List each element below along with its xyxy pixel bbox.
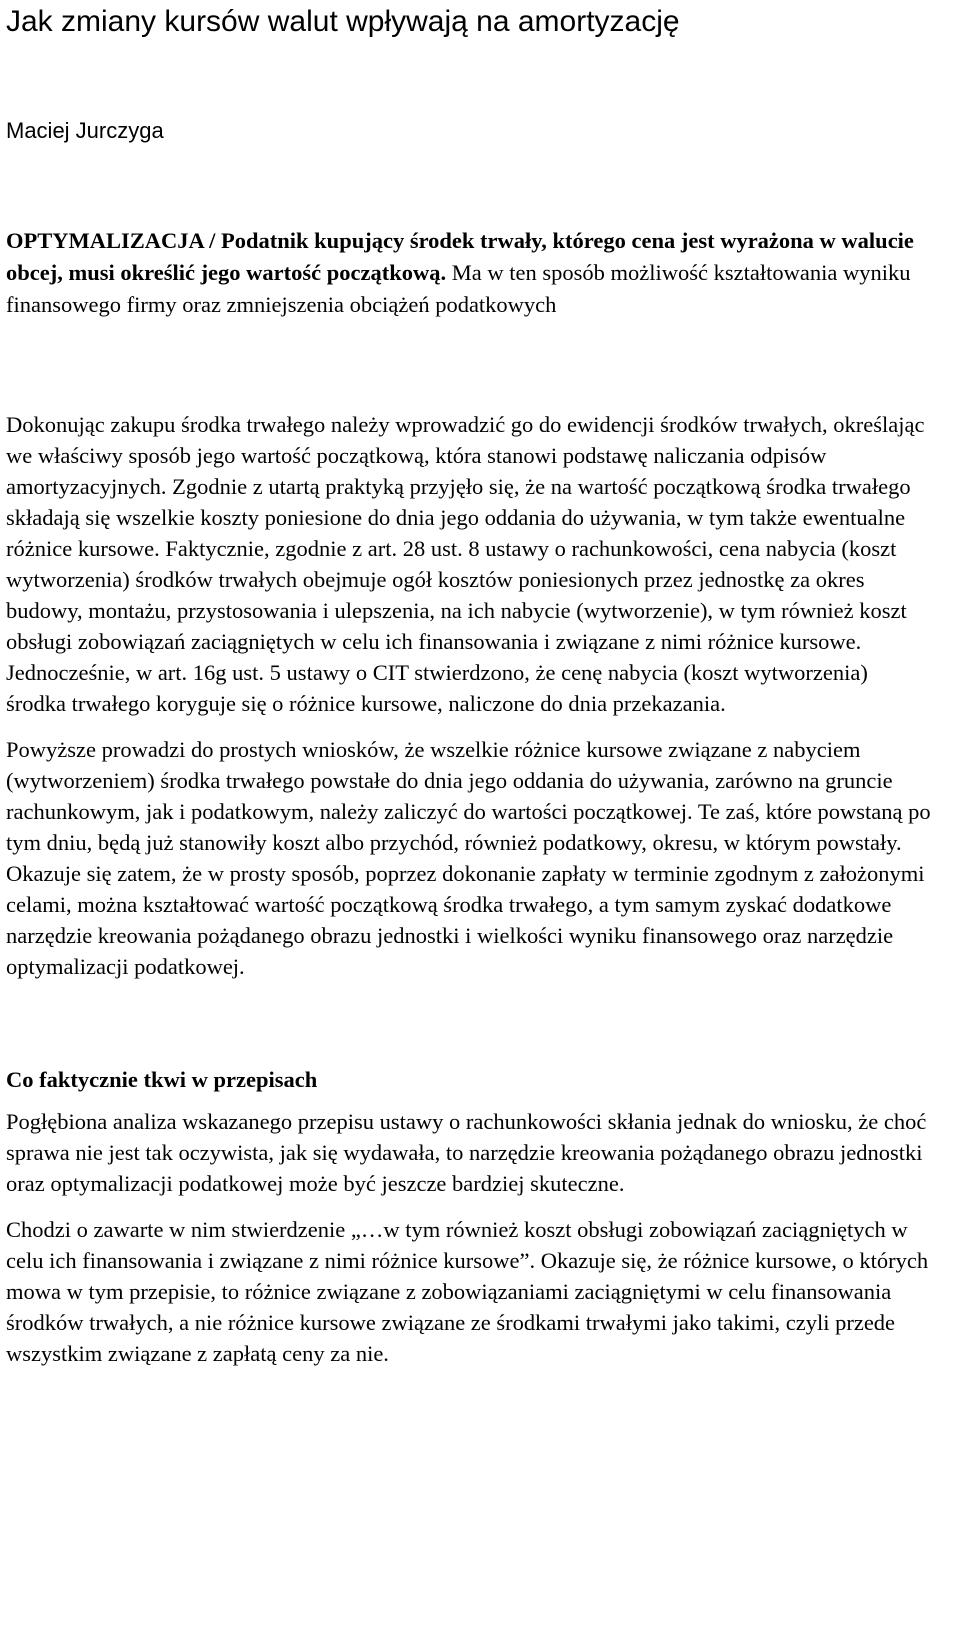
article-title: Jak zmiany kursów walut wpływają na amortyzację — [6, 5, 680, 38]
document-page — [0, 4, 960, 1627]
body-paragraph: Powyższe prowadzi do prostych wniosków, że wszelkie różnice kursowe związane z nabyciem (wytworzeniem) środka trwałego powstałe do dnia jego oddania do używania, zarówno na gruncie rachunkowym, jak i podatkowym, należy zaliczyć do wartości początkowej. Te zaś, które powstaną po tym dniu, będą już stanowiły koszt albo przychód, również podatkowy, okresu, w którym powstały. Okazuje się zatem, że w prosty sposób, poprzez dokonanie zapłaty w terminie zgodnym z założonymi celami, można kształtować wartość początkową środka trwałego, a tym samym zyskać dodatkowe narzędzie kreowania pożądanego obrazu jednostki i wielkości wyniku finansowego oraz narzędzie optymalizacji podatkowej. — [6, 737, 931, 979]
body-paragraph: Chodzi o zawarte w nim stwierdzenie „…w tym również koszt obsługi zobowiązań zaciągniętych w celu ich finansowania i związane z nimi różnice kursowe”. Okazuje się, że różnice kursowe, o których mowa w tym przepisie, to różnice związane z zobowiązaniami zaciągniętymi w celu finansowania środków trwałych, a nie różnice kursowe związane ze środkami trwałymi jako takimi, czyli przede wszystkim związane z zapłatą ceny za nie. — [6, 1217, 929, 1366]
article-lead-rest: Ma w ten sposób możliwość kształtowania wyniku finansowego firmy oraz zmniejszenia obciążeń podatkowych — [6, 260, 911, 317]
body-paragraph: Pogłębiona analiza wskazanego przepisu ustawy o rachunkowości skłania jednak do wniosku, że choć sprawa nie jest tak oczywista, jak się wydawała, to narzędzie kreowania pożądanego obrazu jednostki oraz optymalizacji podatkowej może być jeszcze bardziej skuteczne. — [6, 1109, 927, 1196]
article-lead-bold: OPTYMALIZACJA / Podatnik kupujący środek trwały, którego cena jest wyrażona w walucie obcej, musi określić jego wartość początkową. — [6, 228, 914, 285]
section-heading: Co faktycznie tkwi w przepisach — [6, 1067, 318, 1092]
article-author: Maciej Jurczyga — [6, 118, 164, 143]
body-paragraph: Dokonując zakupu środka trwałego należy wprowadzić go do ewidencji środków trwałych, określając we właściwy sposób jego wartość początkową, która stanowi podstawę naliczania odpisów amortyzacyjnych. Zgodnie z utartą praktyką przyjęło się, że na wartość początkową środka trwałego składają się wszelkie koszty poniesione do dnia jego oddania do używania, w tym także ewentualne różnice kursowe. Faktycznie, zgodnie z art. 28 ust. 8 ustawy o rachunkowości, cena nabycia (koszt wytworzenia) środków trwałych obejmuje ogół kosztów poniesionych przez jednostkę za okres budowy, montażu, przystosowania i ulepszenia, na ich nabycie (wytworzenie), w tym również koszt obsługi zobowiązań zaciągniętych w celu ich finansowania i związane z nimi różnice kursowe. Jednocześnie, w art. 16g ust. 5 ustawy o CIT stwierdzono, że cenę nabycia (koszt wytworzenia) środka trwałego koryguje się o różnice kursowe, naliczone do dnia przekazania. — [6, 412, 925, 716]
article-lead — [6, 225, 932, 321]
